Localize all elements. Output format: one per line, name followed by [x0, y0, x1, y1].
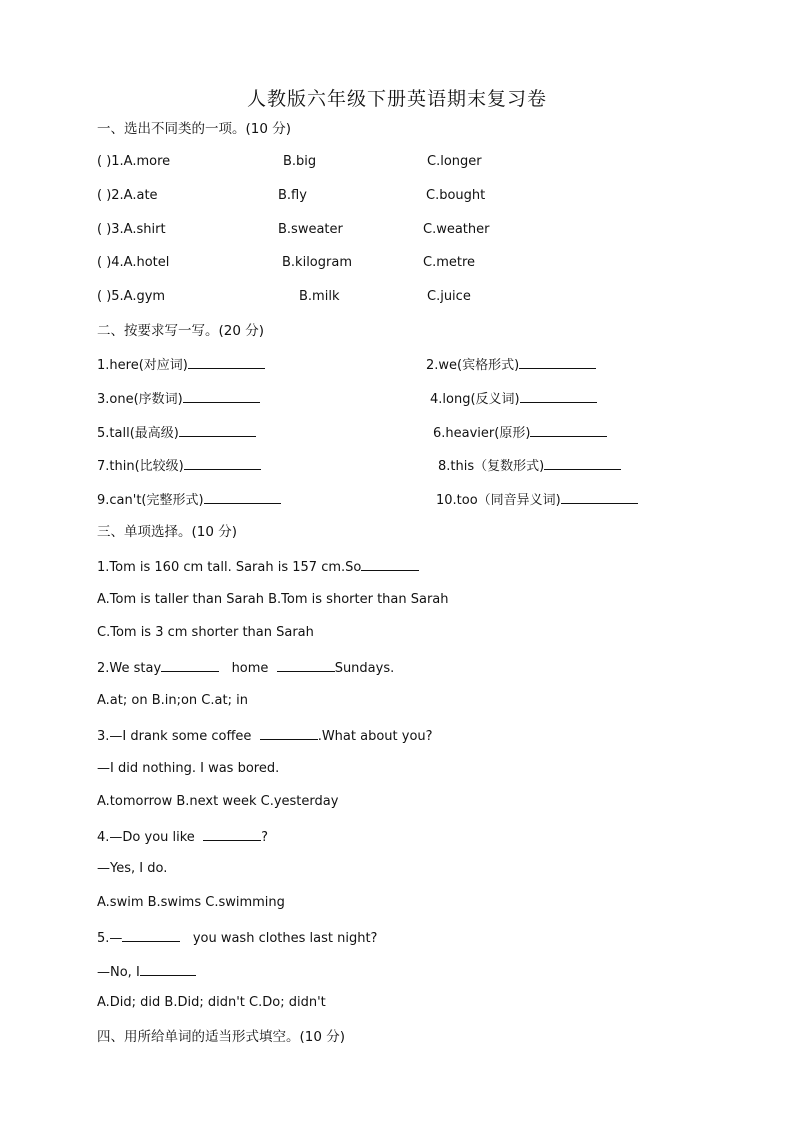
- s3-q4-options: A.swim B.swims C.swimming: [97, 895, 285, 910]
- answer-blank[interactable]: [161, 658, 219, 672]
- s2-q5: 5.tall(最高级): [97, 423, 256, 443]
- s3-q5-options: A.Did; did B.Did; didn't C.Do; didn't: [97, 995, 326, 1010]
- s1-q2-b: B.fly: [278, 188, 307, 203]
- s1-q5-c: C.juice: [427, 289, 471, 304]
- answer-blank[interactable]: [184, 456, 261, 470]
- s3-q4: 4.—Do you like ?: [97, 827, 268, 847]
- answer-blank[interactable]: [140, 962, 196, 976]
- s3-q2: 2.We stay home Sundays.: [97, 658, 394, 678]
- s2-q9: 9.can't(完整形式): [97, 490, 281, 510]
- s1-q1-c: C.longer: [427, 154, 482, 169]
- answer-blank[interactable]: [520, 389, 597, 403]
- section-4-heading: 四、用所给单词的适当形式填空。(10 分): [97, 1029, 346, 1045]
- s3-q3-options: A.tomorrow B.next week C.yesterday: [97, 794, 339, 809]
- s2-q8: 8.this（复数形式): [438, 456, 621, 476]
- s1-q4-b: B.kilogram: [282, 255, 352, 270]
- s1-q2-a: ( )2.A.ate: [97, 188, 158, 203]
- s3-q1: 1.Tom is 160 cm tall. Sarah is 157 cm.So: [97, 557, 419, 577]
- answer-blank[interactable]: [519, 355, 596, 369]
- page-title: 人教版六年级下册英语期末复习卷: [246, 88, 547, 110]
- s1-q5-b: B.milk: [299, 289, 340, 304]
- s1-q1-a: ( )1.A.more: [97, 154, 171, 169]
- answer-blank[interactable]: [188, 355, 265, 369]
- answer-blank[interactable]: [203, 827, 261, 841]
- section-1-heading: 一、选出不同类的一项。(10 分): [97, 121, 292, 137]
- answer-blank[interactable]: [183, 389, 260, 403]
- s2-q2: 2.we(宾格形式): [426, 355, 596, 375]
- s2-q4: 4.long(反义词): [430, 389, 597, 409]
- s1-q4-a: ( )4.A.hotel: [97, 255, 170, 270]
- s1-q4-c: C.metre: [423, 255, 476, 270]
- answer-blank[interactable]: [277, 658, 335, 672]
- s3-q3-reply: —I did nothing. I was bored.: [97, 761, 280, 776]
- answer-blank[interactable]: [179, 423, 256, 437]
- answer-blank[interactable]: [561, 490, 638, 504]
- s3-q1-option-c: C.Tom is 3 cm shorter than Sarah: [97, 625, 314, 640]
- answer-blank[interactable]: [544, 456, 621, 470]
- section-2-heading: 二、按要求写一写。(20 分): [97, 323, 265, 339]
- s2-q10: 10.too（同音异义词): [436, 490, 638, 510]
- answer-blank[interactable]: [260, 726, 318, 740]
- s3-q2-options: A.at; on B.in;on C.at; in: [97, 693, 248, 708]
- s1-q1-b: B.big: [283, 154, 317, 169]
- s1-q5-a: ( )5.A.gym: [97, 289, 166, 304]
- section-3-heading: 三、单项选择。(10 分): [97, 524, 238, 540]
- s2-q1: 1.here(对应词): [97, 355, 265, 375]
- s3-q4-reply: —Yes, I do.: [97, 861, 168, 876]
- s1-q3-b: B.sweater: [278, 222, 343, 237]
- s3-q1-options-ab: A.Tom is taller than Sarah B.Tom is shorter than Sarah: [97, 592, 449, 607]
- answer-blank[interactable]: [204, 490, 281, 504]
- s3-q5-reply: —No, I: [97, 962, 196, 982]
- s1-q3-a: ( )3.A.shirt: [97, 222, 166, 237]
- s1-q3-c: C.weather: [423, 222, 490, 237]
- s2-q6: 6.heavier(原形): [433, 423, 607, 443]
- answer-blank[interactable]: [361, 557, 419, 571]
- s3-q5: 5.— you wash clothes last night?: [97, 928, 377, 948]
- s2-q3: 3.one(序数词): [97, 389, 260, 409]
- answer-blank[interactable]: [122, 928, 180, 942]
- s3-q3: 3.—I drank some coffee .What about you?: [97, 726, 433, 746]
- s2-q7: 7.thin(比较级): [97, 456, 261, 476]
- s1-q2-c: C.bought: [426, 188, 486, 203]
- answer-blank[interactable]: [530, 423, 607, 437]
